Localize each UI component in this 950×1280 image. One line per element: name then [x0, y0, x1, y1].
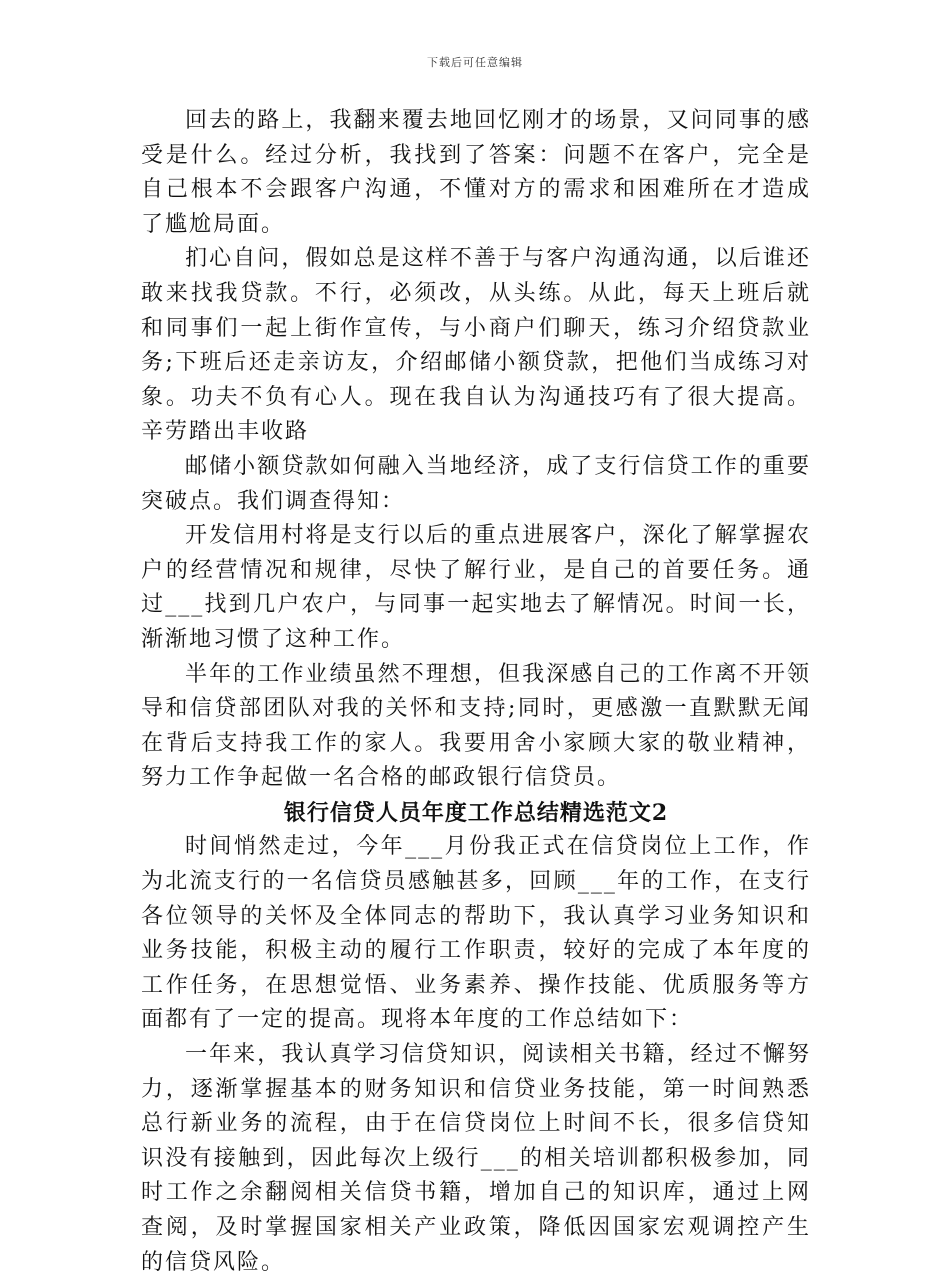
paragraph: 时间悄然走过，今年___月份我正式在信贷岗位上工作，作为北流支行的一名信贷员感触甚多，回顾___年的工作，在支行各位领导的关怀及全体同志的帮助下，我认真学习业务知识和业务技能，积极主动的履行工作职责，较好的完成了本年度的工作任务，在思想觉悟、业务素养、操作技能、优质服务等方面都有了一定的提高。现将本年度的工作总结如下：: [141, 834, 811, 1033]
paragraph: 一年来，我认真学习信贷知识，阅读相关书籍，经过不懈努力，逐渐掌握基本的财务知识和信贷业务技能，第一时间熟悉总行新业务的流程，由于在信贷岗位上时间不长，很多信贷知识没有接触到，因此每次上级行___的相关培训都积极参加，同时工作之余翻阅相关信贷书籍，增加自己的知识库，通过上网查阅，及时掌握国家相关产业政策，降低因国家宏观调控产生的信贷风险。: [141, 1042, 811, 1275]
paragraph: 扪心自问，假如总是这样不善于与客户沟通沟通，以后谁还敢来找我贷款。不行，必须改，从头练。从此，每天上班后就和同事们一起上街作宣传，与小商户们聊天，练习介绍贷款业务;下班后还走亲访友，介绍邮储小额贷款，把他们当成练习对象。功夫不负有心人。现在我自认为沟通技巧有了很大提高。辛劳踏出丰收路: [141, 246, 811, 445]
document-body: [141, 104, 811, 1280]
paragraph: 回去的路上，我翻来覆去地回忆刚才的场景，又问同事的感受是什么。经过分析，我找到了答案：问题不在客户，完全是自己根本不会跟客户沟通，不懂对方的需求和困难所在才造成了尴尬局面。: [141, 108, 811, 237]
paragraph: 开发信用村将是支行以后的重点进展客户，深化了解掌握农户的经营情况和规律，尽快了解行业，是自己的首要任务。通过___找到几户农户，与同事一起实地去了解情况。时间一长，渐渐地习惯了这种工作。: [141, 523, 811, 652]
paragraph: 邮储小额贷款如何融入当地经济，成了支行信贷工作的重要突破点。我们调查得知：: [141, 453, 811, 514]
section-title: 银行信贷人员年度工作总结精选范文2: [283, 799, 669, 826]
paragraph: 半年的工作业绩虽然不理想，但我深感自己的工作离不开领导和信贷部团队对我的关怀和支持;同时，更感激一直默默无闻在背后支持我工作的家人。我要用舍小家顾大家的敬业精神，努力工作争起做一名合格的邮政银行信贷员。: [141, 661, 811, 791]
header-note: 下载后可任意编辑: [427, 56, 523, 69]
